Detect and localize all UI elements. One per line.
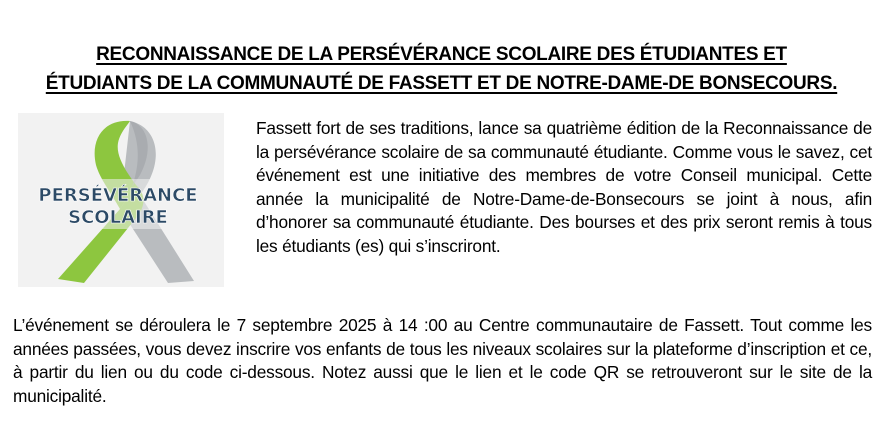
logo-text-line-1: PERSÉVÉRANCE (38, 185, 198, 206)
page-title-line-1: RECONNAISSANCE DE LA PERSÉVÉRANCE SCOLAIRE DES ÉTUDIANTES ET (96, 44, 787, 65)
page-title-line-2: ÉTUDIANTS DE LA COMMUNAUTÉ DE FASSETT ET DE NOTRE-DAME-DE BONSECOURS. (45, 73, 838, 94)
page-title (0, 40, 883, 98)
awareness-ribbon-icon (18, 113, 224, 287)
logo-text-line-2: SCOLAIRE (68, 207, 168, 228)
event-details-paragraph: L’événement se déroulera le 7 septembre 2025 à 14 :00 au Centre communautaire de Fassett. Tout comme les années passées, vous devez inscrire vos enfants de tous les niveaux scolaires sur la plateforme d’inscription et ce, à partir du lien ou du code ci-dessous. Notez aussi que le lien et le code QR se retrouveront sur le site de la municipalité. (13, 315, 872, 406)
perseverance-ribbon-logo (18, 113, 224, 287)
intro-paragraph: Fassett fort de ses traditions, lance sa quatrième édition de la Reconnaissance de la persévérance scolaire de sa communauté étudiante. Comme vous le savez, cet événement est une initiative des membres de votre Conseil municipal. Cette année la municipalité de Notre-Dame-de-Bonsecours se joint à nous, afin d’honorer sa communauté étudiante. Des bourses et des prix seront remis à tous les étudiants (es) qui s’inscriront. (256, 118, 872, 256)
